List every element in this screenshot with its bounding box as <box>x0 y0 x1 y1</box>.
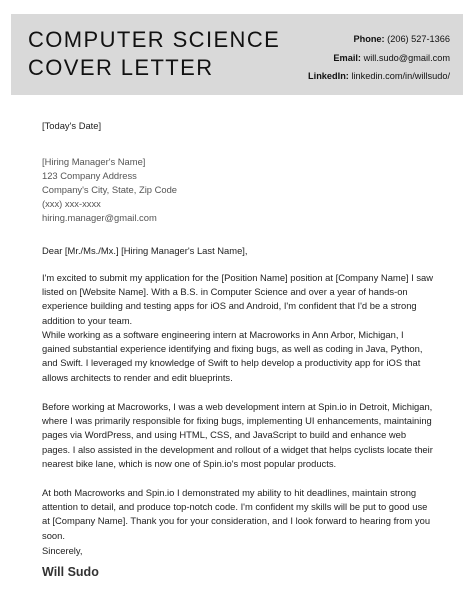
document-title <box>28 26 280 82</box>
paragraph-closing: At both Macroworks and Spin.io I demonstrated my ability to hit deadlines, maintain strong attention to detail, and produce top-notch code. I'm confident my skills will be put to good use at [Company Name]. Thank you for your consideration, and I look forward to hearing from you soon. <box>42 487 431 541</box>
linkedin-row <box>308 67 450 86</box>
recipient-email: hiring.manager@gmail.com <box>42 212 157 223</box>
header-banner <box>11 14 463 95</box>
paragraph-macroworks: While working as a software engineering intern at Macroworks in Ann Arbor, Michigan, I gained substantial experience identifying and fixing bugs, as well as coding in Java, Python, and Swift. I leveraged my knowledge of Swift to help develop a productivity app for iOS that allows architects to render and edit blueprints. <box>42 329 423 383</box>
title-line-2: COVER LETTER <box>28 55 214 80</box>
paragraph-intro: I'm excited to submit my application for the [Position Name] position at [Company Name] I saw listed on [Website Name]. With a B.S. in Computer Science and over a year of hands-on experience building and testing apps for iOS and Android, I'm confident that I'd be a strong addition to your team. <box>42 272 434 326</box>
phone-row <box>308 30 450 49</box>
paragraph-spinio: Before working at Macroworks, I was a web development intern at Spin.io in Detroit, Michigan, where I was primarily responsible for fixing bugs, implementing UI enhancements, maintaining pages via WordPress, and using HTML, CSS, and JavaScript to build and enhance web pages. I also assisted in the development and rollout of a widget that helps cyclists locate their nearest bike lane, which is now one of Spin.io's most popular products. <box>42 401 433 469</box>
salutation: Dear [Mr./Ms./Mx.] [Hiring Manager's Last Name], <box>42 245 248 256</box>
linkedin-label: LinkedIn: <box>308 71 349 81</box>
recipient-city: Company's City, State, Zip Code <box>42 184 178 195</box>
recipient-phone: (xxx) xxx-xxxx <box>42 198 101 209</box>
phone-label: Phone: <box>353 34 385 44</box>
letter-date: [Today's Date] <box>42 120 102 131</box>
email-value: will.sudo@gmail.com <box>363 52 450 63</box>
linkedin-value: linkedin.com/in/willsudo/ <box>351 71 450 81</box>
phone-value: (206) 527-1366 <box>387 34 450 44</box>
closing: Sincerely, <box>42 545 83 556</box>
email-label: Email: <box>333 52 361 63</box>
contact-info <box>308 30 450 86</box>
recipient-address: 123 Company Address <box>42 170 137 181</box>
recipient-block <box>42 155 177 225</box>
signature-name: Will Sudo <box>42 565 99 579</box>
email-row <box>308 49 450 68</box>
title-line-1: COMPUTER SCIENCE <box>28 27 281 52</box>
recipient-name: [Hiring Manager's Name] <box>42 156 146 167</box>
